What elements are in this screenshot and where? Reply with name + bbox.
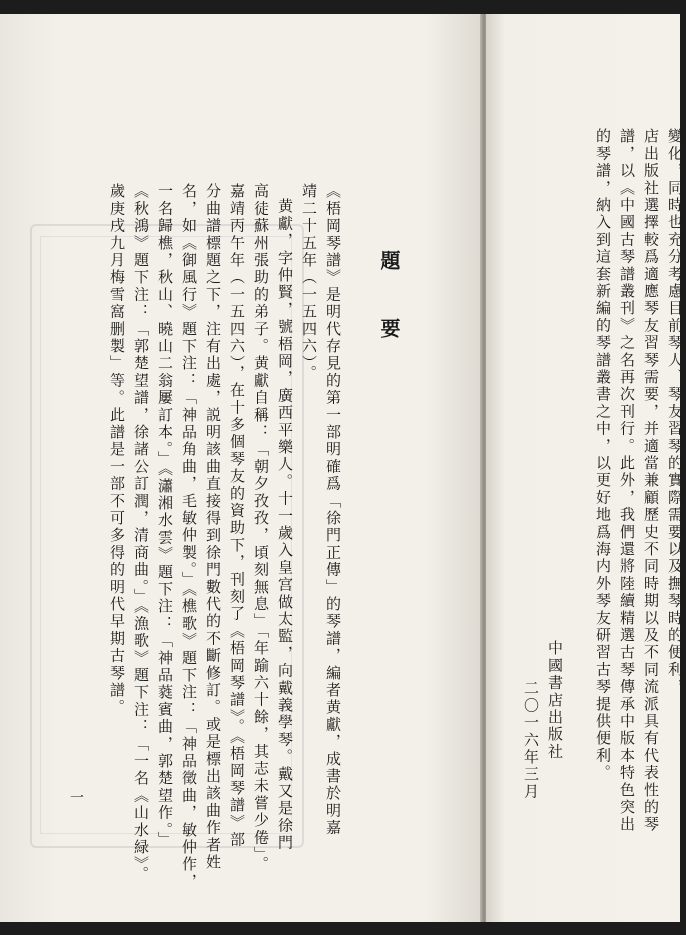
publication-date: 二〇一六年三月: [522, 680, 540, 801]
body-column-6: 分曲譜標題之下，注有出處，説明該曲直接得到徐門數代的不斷修訂。或是標出該曲作者姓: [204, 183, 222, 871]
body-column-8: 一名歸樵，秋山、曉山二翁屢訂本。」《瀟湘水雲》題下注：「神品蕤賓曲，郭楚望作。」: [156, 183, 174, 849]
publisher-name: 中國書店出版社: [546, 640, 564, 761]
body-column-7: 名，如《御風行》題下注：「神品角曲，毛敏仲製。」《樵歌》題下注：「神品徵曲，敏仲作，: [180, 183, 198, 891]
preface-column-1: 變化，同時也充分考慮目前琴人、琴友習琴的實際需要以及撫琴時的便利，: [666, 128, 684, 696]
body-column-10: 歲庚戌九月梅雪窩删製」等。此譜是一部不可多得的明代早期古琴譜。: [108, 183, 126, 717]
page-number: 一: [68, 790, 84, 804]
preface-column-4: 的琴譜，納入到這套新編的琴譜叢書之中，以更好地爲海内外琴友研習古琴提供便利。: [594, 128, 612, 782]
preface-column-2: 店出版社選擇較爲適應琴友習琴需要，并適當兼顧歷史不同時期以及不同流派具有代表性的琴: [642, 128, 660, 834]
body-column-2: 靖二十五年（一五四六）。: [300, 183, 318, 382]
body-column-4: 高徒蘇州張助的弟子。黄獻自稱：「朝夕孜孜，頃刻無息」「年踰六十餘，其志未嘗少倦」。: [252, 183, 270, 874]
preface-column-3: 譜，以《中國古琴譜叢刊》之名再次刊行。此外，我們還將陸續精選古琴傳承中版本特色突出: [618, 128, 636, 834]
section-title: 題 要: [377, 250, 401, 352]
body-column-9: 《秋鴻》題下注：「郭楚望譜，徐諸公訂潤，清商曲。」《漁歌》題下注：「一名《山水緑》。: [132, 183, 150, 883]
body-column-5: 嘉靖丙午年（一五四六），在十多個琴友的資助下，刊刻了《梧岡琴譜》。《梧岡琴譜》部: [228, 183, 246, 849]
body-column-1: 《梧岡琴譜》是明代存見的第一部明確爲「徐門正傳」的琴譜，編者黄獻，成書於明嘉: [324, 183, 342, 837]
body-column-3: 黄獻，字仲賢，號梧岡，廣西平樂人。十一歲入皇宫做太監，向戴義學琴。戴又是徐門: [276, 198, 294, 852]
